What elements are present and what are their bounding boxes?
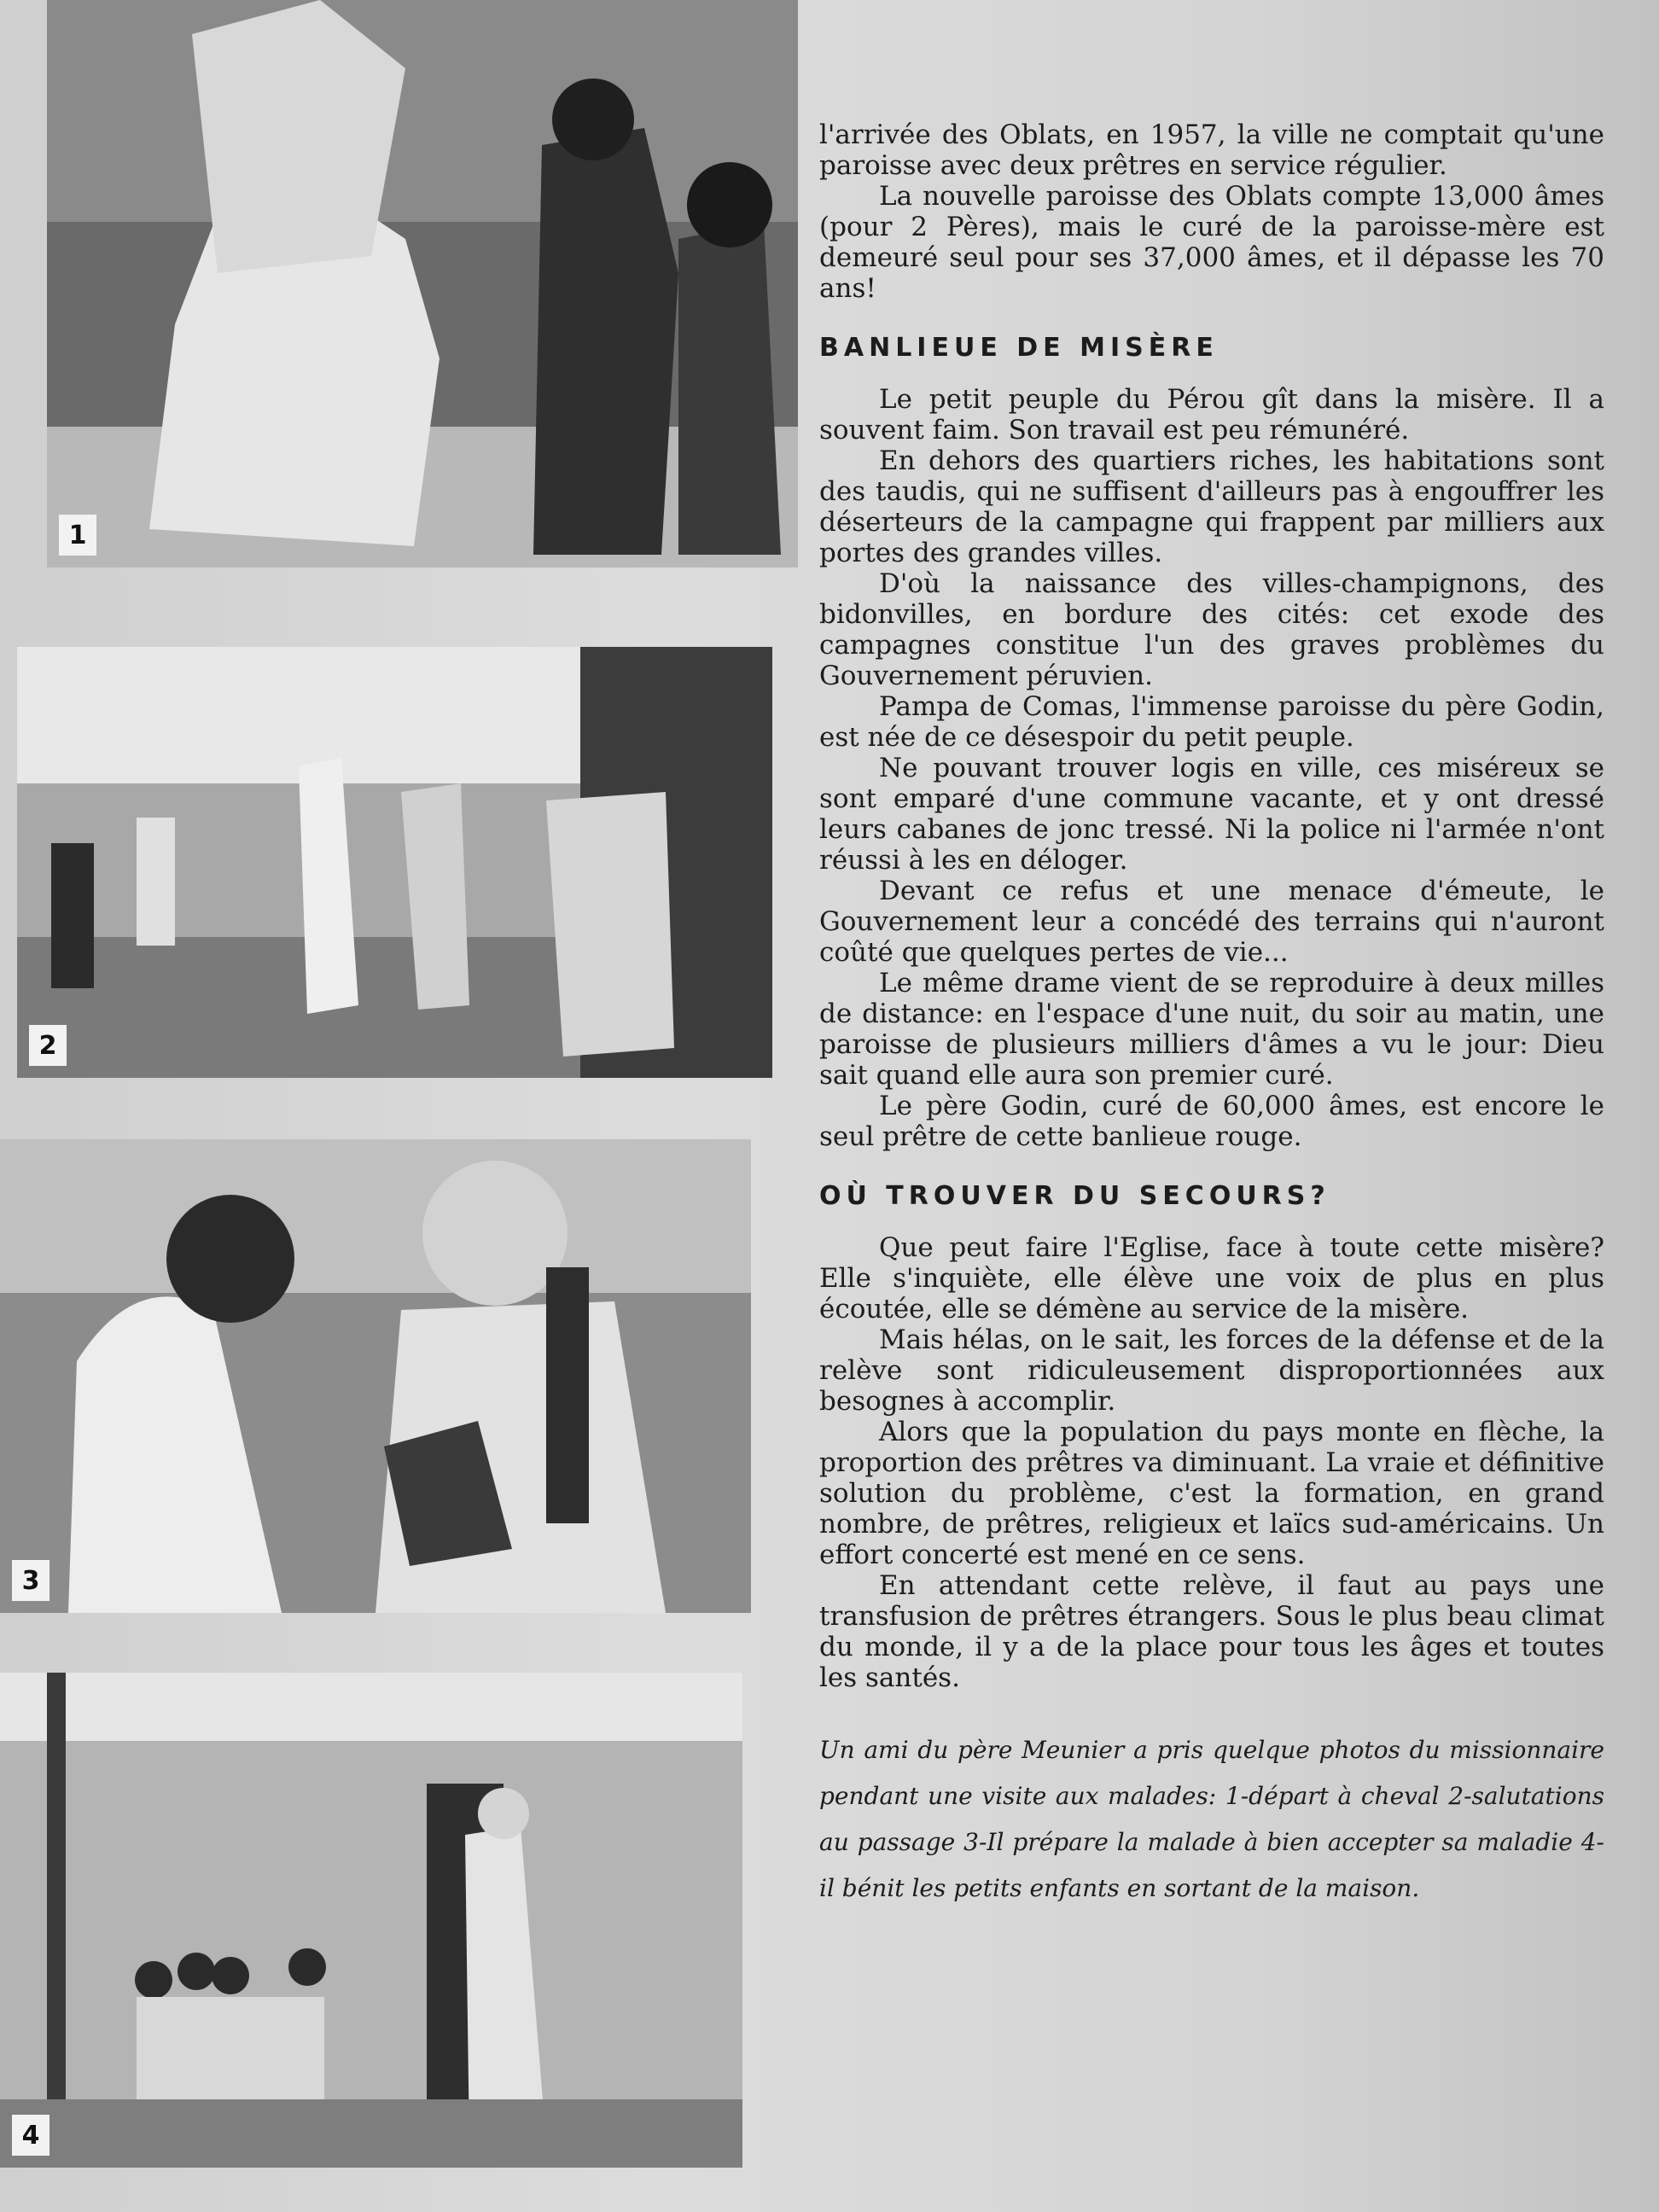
photo-4-image [0, 1673, 742, 2168]
photo-4 [0, 1673, 742, 2168]
photo-2 [17, 647, 772, 1078]
photo-3 [0, 1139, 751, 1613]
article-text [819, 119, 1604, 1912]
section1-paragraph: Le même drame vient de se reproduire à deux milles de distance: en l'espace d'une nuit, du soir au matin, une paroisse de plusieurs milliers d'âmes a vu le jour: Dieu sait quand elle aura son premier curé. [819, 968, 1604, 1091]
section1-paragraph: Pampa de Comas, l'immense paroisse du père Godin, est née de ce désespoir du petit peuple. [819, 691, 1604, 753]
photo-number-2: 2 [29, 1025, 67, 1066]
section-heading-banlieue: BANLIEUE DE MISÈRE [819, 333, 1219, 363]
section1-paragraph: Devant ce refus et une menace d'émeute, le Gouvernement leur a concédé des terrains qui n'auront coûté que quelques pertes de vie... [819, 876, 1604, 968]
photo-2-image [17, 647, 772, 1078]
photo-3-image [0, 1139, 751, 1613]
intro-paragraph-2: La nouvelle paroisse des Oblats compte 13,000 âmes (pour 2 Pères), mais le curé de la paroisse-mère est demeuré seul pour ses 37,000 âmes, et il dépasse les 70 ans! [819, 181, 1604, 304]
section2-paragraph: Que peut faire l'Eglise, face à toute cette misère? Elle s'inquiète, elle élève une voix de plus en plus écoutée, elle se démène au service de la misère. [819, 1232, 1604, 1324]
photo-number-3: 3 [12, 1560, 49, 1601]
photo-number-1: 1 [59, 515, 96, 556]
section1-paragraph: Le père Godin, curé de 60,000 âmes, est encore le seul prêtre de cette banlieue rouge. [819, 1091, 1604, 1152]
photo-1-image [47, 0, 798, 568]
photo-caption: Un ami du père Meunier a pris quelque photos du missionnaire pendant une visite aux malades: 1-départ à cheval 2-salutations au passage 3-Il prépare la malade à bien accepter sa maladie 4-il bénit les petits enfants en sortant de la maison. [819, 1736, 1604, 1902]
section2-paragraph: Mais hélas, on le sait, les forces de la défense et de la relève sont ridiculeusement disproportionnées aux besognes à accomplir. [819, 1324, 1604, 1417]
intro-paragraph-1: l'arrivée des Oblats, en 1957, la ville ne comptait qu'une paroisse avec deux prêtres en service régulier. [819, 119, 1604, 181]
section-heading-secours: OÙ TROUVER DU SECOURS? [819, 1181, 1330, 1211]
section2-paragraph: Alors que la population du pays monte en flèche, la proportion des prêtres va diminuant. La vraie et définitive solution du problème, c'est la formation, en grand nombre, de prêtres, religieux et laïcs sud-américains. Un effort concerté est mené en ce sens. [819, 1417, 1604, 1570]
section1-paragraph: Ne pouvant trouver logis en ville, ces miséreux se sont emparé d'une commune vacante, et y ont dressé leurs cabanes de jonc tressé. Ni la police ni l'armée n'ont réussi à les en déloger. [819, 753, 1604, 876]
photo-1 [47, 0, 798, 568]
section1-paragraph: Le petit peuple du Pérou gît dans la misère. Il a souvent faim. Son travail est peu rémunéré. [819, 384, 1604, 445]
section1-paragraph: D'où la naissance des villes-champignons, des bidonvilles, en bordure des cités: cet exode des campagnes constitue l'un des graves problèmes du Gouvernement péruvien. [819, 568, 1604, 691]
photo-number-4: 4 [12, 2115, 49, 2156]
section1-paragraph: En dehors des quartiers riches, les habitations sont des taudis, qui ne suffisent d'ailleurs pas à engouffrer les déserteurs de la campagne qui frappent par milliers aux portes des grandes villes. [819, 445, 1604, 568]
section2-paragraph: En attendant cette relève, il faut au pays une transfusion de prêtres étrangers. Sous le plus beau climat du monde, il y a de la place pour tous les âges et toutes les santés. [819, 1570, 1604, 1693]
